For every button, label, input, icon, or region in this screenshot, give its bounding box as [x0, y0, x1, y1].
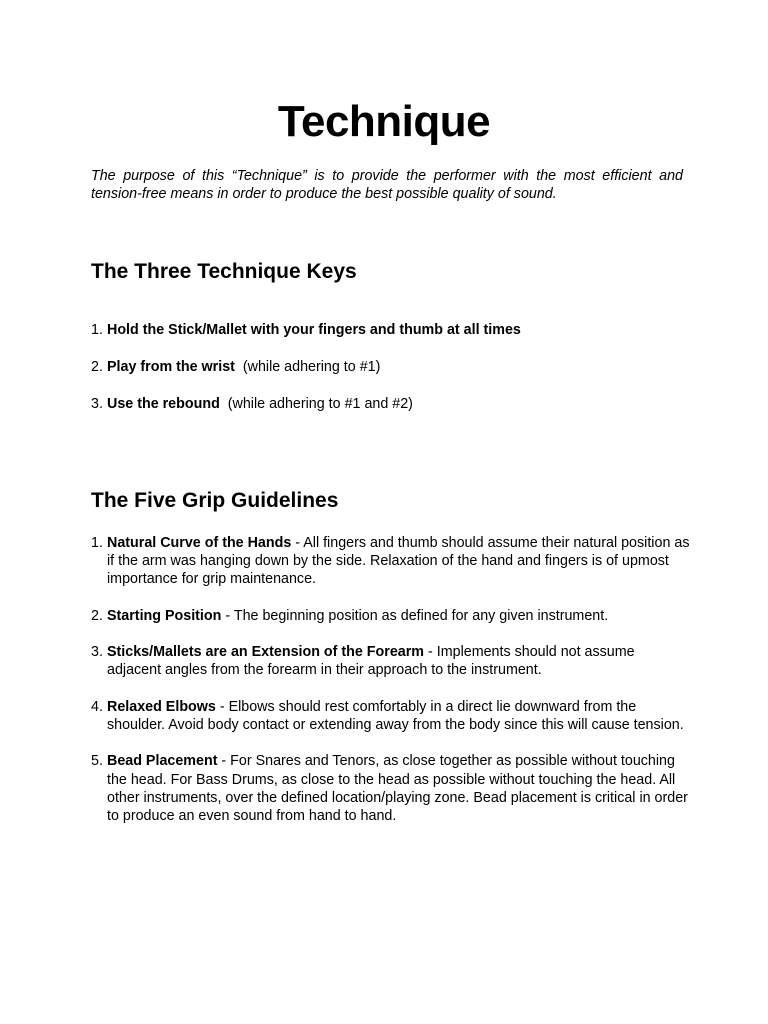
- list-item-text: - Elbows should rest comfortably in a direct lie downward from the shoulder. Avoid body contact or extending away from the body since this will cause tension.: [107, 698, 684, 733]
- list-item: [91, 752, 691, 825]
- list-item-number: 3.: [91, 644, 103, 661]
- list-item-number: 4.: [91, 698, 103, 715]
- list-item-title: Natural Curve of the Hands: [107, 535, 292, 551]
- list-item: [91, 534, 691, 589]
- list-item-text: (while adhering to #1 and #2): [219, 395, 413, 412]
- list-item: [91, 698, 691, 734]
- list-item-title: Sticks/Mallets are an Extension of the Forearm: [107, 644, 425, 661]
- list-item-title: Use the rebound: [107, 395, 220, 412]
- list-item-text: - For Snares and Tenors, as close together as possible without touching the head. For Bass Drums, as close to the head as possible without touching the head. All other instruments, over the defined location/playing zone. Bead placement is critical in order to produce an even sound from hand to hand.: [107, 753, 688, 824]
- list-item-number: 2.: [91, 607, 103, 624]
- list-item-title: Hold the Stick/Mallet with your fingers and thumb at all times: [107, 322, 521, 338]
- page-title: Technique: [277, 97, 491, 146]
- list-item: [91, 358, 691, 376]
- list-item-title: Starting Position: [107, 607, 222, 624]
- list-item-number: 3.: [91, 395, 103, 412]
- grip-guidelines-heading: The Five Grip Guidelines: [91, 489, 339, 512]
- technique-keys-list: [91, 321, 691, 431]
- list-item-number: 1.: [91, 322, 103, 338]
- list-item-number: 2.: [91, 358, 103, 375]
- list-item-number: 5.: [91, 753, 103, 770]
- list-item: [91, 607, 691, 625]
- list-item: [91, 395, 691, 413]
- list-item: [91, 321, 691, 339]
- list-item: [91, 643, 691, 679]
- grip-guidelines-list: [91, 534, 691, 843]
- list-item-title: Play from the wrist: [107, 358, 235, 375]
- list-item-title: Relaxed Elbows: [107, 698, 216, 715]
- list-item-title: Bead Placement: [107, 753, 218, 770]
- technique-keys-heading: The Three Technique Keys: [91, 260, 357, 283]
- intro-paragraph: The purpose of this “Technique” is to provide the performer with the most efficient and tension-free means in order to produce the best possible quality of sound.: [91, 168, 683, 202]
- list-item-text: - The beginning position as defined for any given instrument.: [221, 607, 609, 624]
- list-item-text: - All fingers and thumb should assume their natural position as if the arm was hanging down by the side. Relaxation of the hand and fingers is of upmost importance for grip maintenance.: [107, 535, 690, 588]
- list-item-number: 1.: [91, 535, 103, 551]
- list-item-text: (while adhering to #1): [234, 358, 381, 375]
- list-item-text: - Implements should not assume adjacent angles from the forearm in their approach to the instrument.: [107, 644, 635, 679]
